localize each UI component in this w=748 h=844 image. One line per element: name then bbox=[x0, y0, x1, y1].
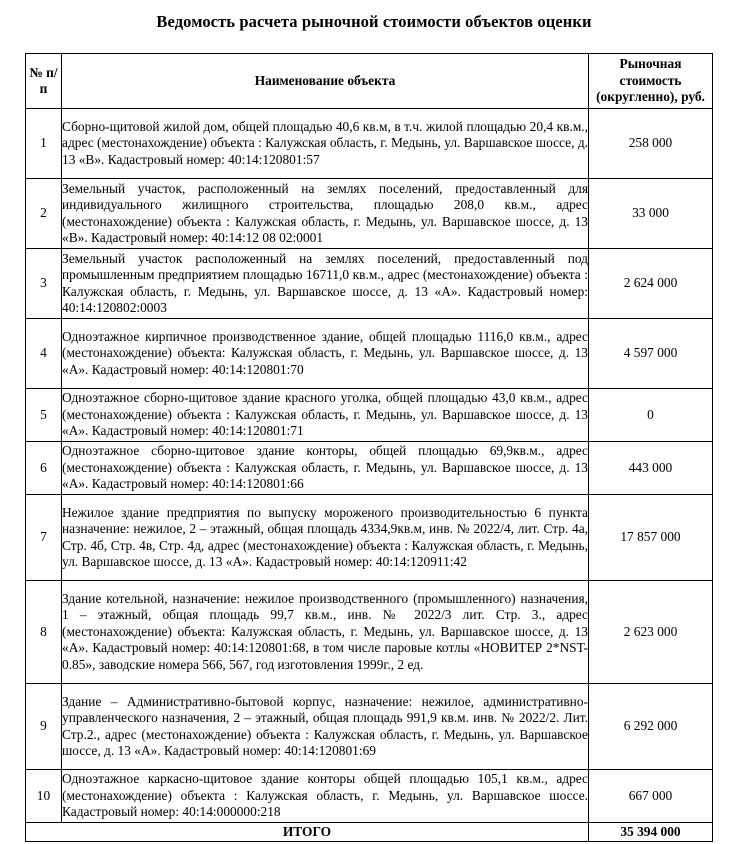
header-value: Рыночная стоимость (округленно), руб. bbox=[589, 54, 713, 109]
table-row bbox=[26, 770, 713, 823]
table-row bbox=[26, 319, 713, 389]
table-row bbox=[26, 495, 713, 581]
document-title: Ведомость расчета рыночной стоимости объектов оценки bbox=[156, 12, 592, 31]
table-row bbox=[26, 179, 713, 249]
row-num: 4 bbox=[26, 319, 62, 389]
row-name: Сборно-щитовой жилой дом, общей площадью 40,6 кв.м, в т.ч. жилой площадью 20,4 кв.м., адрес (местонахождение) объекта : Калужская область, г. Медынь, ул. Варшавское шоссе, д. 13 «В». Кадастровый номер: 40:14:120801:57 bbox=[62, 109, 589, 179]
table-row bbox=[26, 249, 713, 319]
total-value: 35 394 000 bbox=[589, 823, 713, 842]
row-num: 5 bbox=[26, 389, 62, 442]
row-name: Здание – Административно-бытовой корпус, назначение: нежилое, административно-управленческого назначения, 2 – этажный, общая площадь 991,9 кв.м. инв. № 2022/2. Лит. Стр.2., адрес (местонахождение) объекта : Калужская область, г. Медынь, ул. Варшавское шоссе, д. 13 «А». Кадастровый номер: 40:14:120801:69 bbox=[62, 684, 589, 770]
row-num: 6 bbox=[26, 442, 62, 495]
valuation-table bbox=[25, 53, 713, 842]
row-name: Одноэтажное кирпичное производственное здание, общей площадью 1116,0 кв.м., адрес (местонахождение) объекта: Калужская область, г. Медынь, ул. Варшавское шоссе, д. 13 «А». Кадастровый номер: 40:14:120801:70 bbox=[62, 319, 589, 389]
row-value: 33 000 bbox=[589, 179, 713, 249]
row-num: 9 bbox=[26, 684, 62, 770]
row-value: 667 000 bbox=[589, 770, 713, 823]
table-header-row bbox=[26, 54, 713, 109]
row-name: Нежилое здание предприятия по выпуску мороженого производительностью 6 пункта назначение: нежилое, 2 – этажный, общая площадь 4334,9кв.м, инв. № 2022/4, лит. Стр. 4а, Стр. 4б, Стр. 4в, Стр. 4д, адрес (местонахождение) объекта : Калужская область, г. Медынь, ул. Варшавское шоссе, д. 13 «А». Кадастровый номер: 40:14:120911:42 bbox=[62, 495, 589, 581]
row-value: 0 bbox=[589, 389, 713, 442]
row-name: Одноэтажное сборно-щитовое здание конторы, общей площадью 69,9кв.м., адрес (местонахождение) объекта : Калужская область, г. Медынь, ул. Варшавское шоссе, д. 13 «А». Кадастровый номер: 40:14:120801:66 bbox=[62, 442, 589, 495]
row-name: Одноэтажное сборно-щитовое здание красного уголка, общей площадью 43,0 кв.м., адрес (местонахождение) объекта : Калужская область, г. Медынь, ул. Варшавское шоссе, д. 13 «А». Кадастровый номер: 40:14:120801:71 bbox=[62, 389, 589, 442]
table-row bbox=[26, 389, 713, 442]
table-row bbox=[26, 442, 713, 495]
row-value: 2 623 000 bbox=[589, 581, 713, 684]
row-name: Земельный участок, расположенный на землях поселений, предоставленный для индивидуального жилищного строительства, площадью 208,0 кв.м., адрес (местонахождение) объекта : Калужская область, г. Медынь, ул. Варшавское шоссе, д. 13 «В». Кадастровый номер: 40:14:12 08 02:0001 bbox=[62, 179, 589, 249]
header-name: Наименование объекта bbox=[62, 54, 589, 109]
row-name: Здание котельной, назначение: нежилое производственного (промышленного) назначения, 1 – этажный, общая площадь 99,7 кв.м., инв. № 2022/3 лит. Стр. 3., адрес (местонахождение) объекта: Калужская область, г. Медынь, ул. Варшавское шоссе, д. 13 «А». Кадастровый номер: 40:14:120801:68, в том числе паровые котлы «НОВИТЕР 2*NST-0.85», заводские номера 566, 567, год изготовления 1999г., 2 ед. bbox=[62, 581, 589, 684]
row-name: Земельный участок расположенный на землях поселений, предоставленный под промышленным предприятием площадью 16711,0 кв.м., адрес (местонахождение) объекта : Калужская область, г. Медынь, ул. Варшавское шоссе, д. 13 «А». Кадастровый номер: 40:14:120802:0003 bbox=[62, 249, 589, 319]
row-value: 443 000 bbox=[589, 442, 713, 495]
row-num: 10 bbox=[26, 770, 62, 823]
row-num: 8 bbox=[26, 581, 62, 684]
row-value: 4 597 000 bbox=[589, 319, 713, 389]
row-value: 17 857 000 bbox=[589, 495, 713, 581]
row-num: 1 bbox=[26, 109, 62, 179]
row-num: 7 bbox=[26, 495, 62, 581]
row-name: Одноэтажное каркасно-щитовое здание конторы общей площадью 105,1 кв.м., адрес (местонахождение) объекта : Калужская область, г. Медынь, ул. Варшавское шоссе. Кадастровый номер: 40:14:000000:218 bbox=[62, 770, 589, 823]
table-row bbox=[26, 581, 713, 684]
row-num: 3 bbox=[26, 249, 62, 319]
header-num: № п/п bbox=[26, 54, 62, 109]
row-value: 2 624 000 bbox=[589, 249, 713, 319]
row-value: 6 292 000 bbox=[589, 684, 713, 770]
row-num: 2 bbox=[26, 179, 62, 249]
table-row bbox=[26, 684, 713, 770]
table-row bbox=[26, 109, 713, 179]
row-value: 258 000 bbox=[589, 109, 713, 179]
total-row bbox=[26, 823, 713, 842]
total-label: ИТОГО bbox=[26, 823, 589, 842]
